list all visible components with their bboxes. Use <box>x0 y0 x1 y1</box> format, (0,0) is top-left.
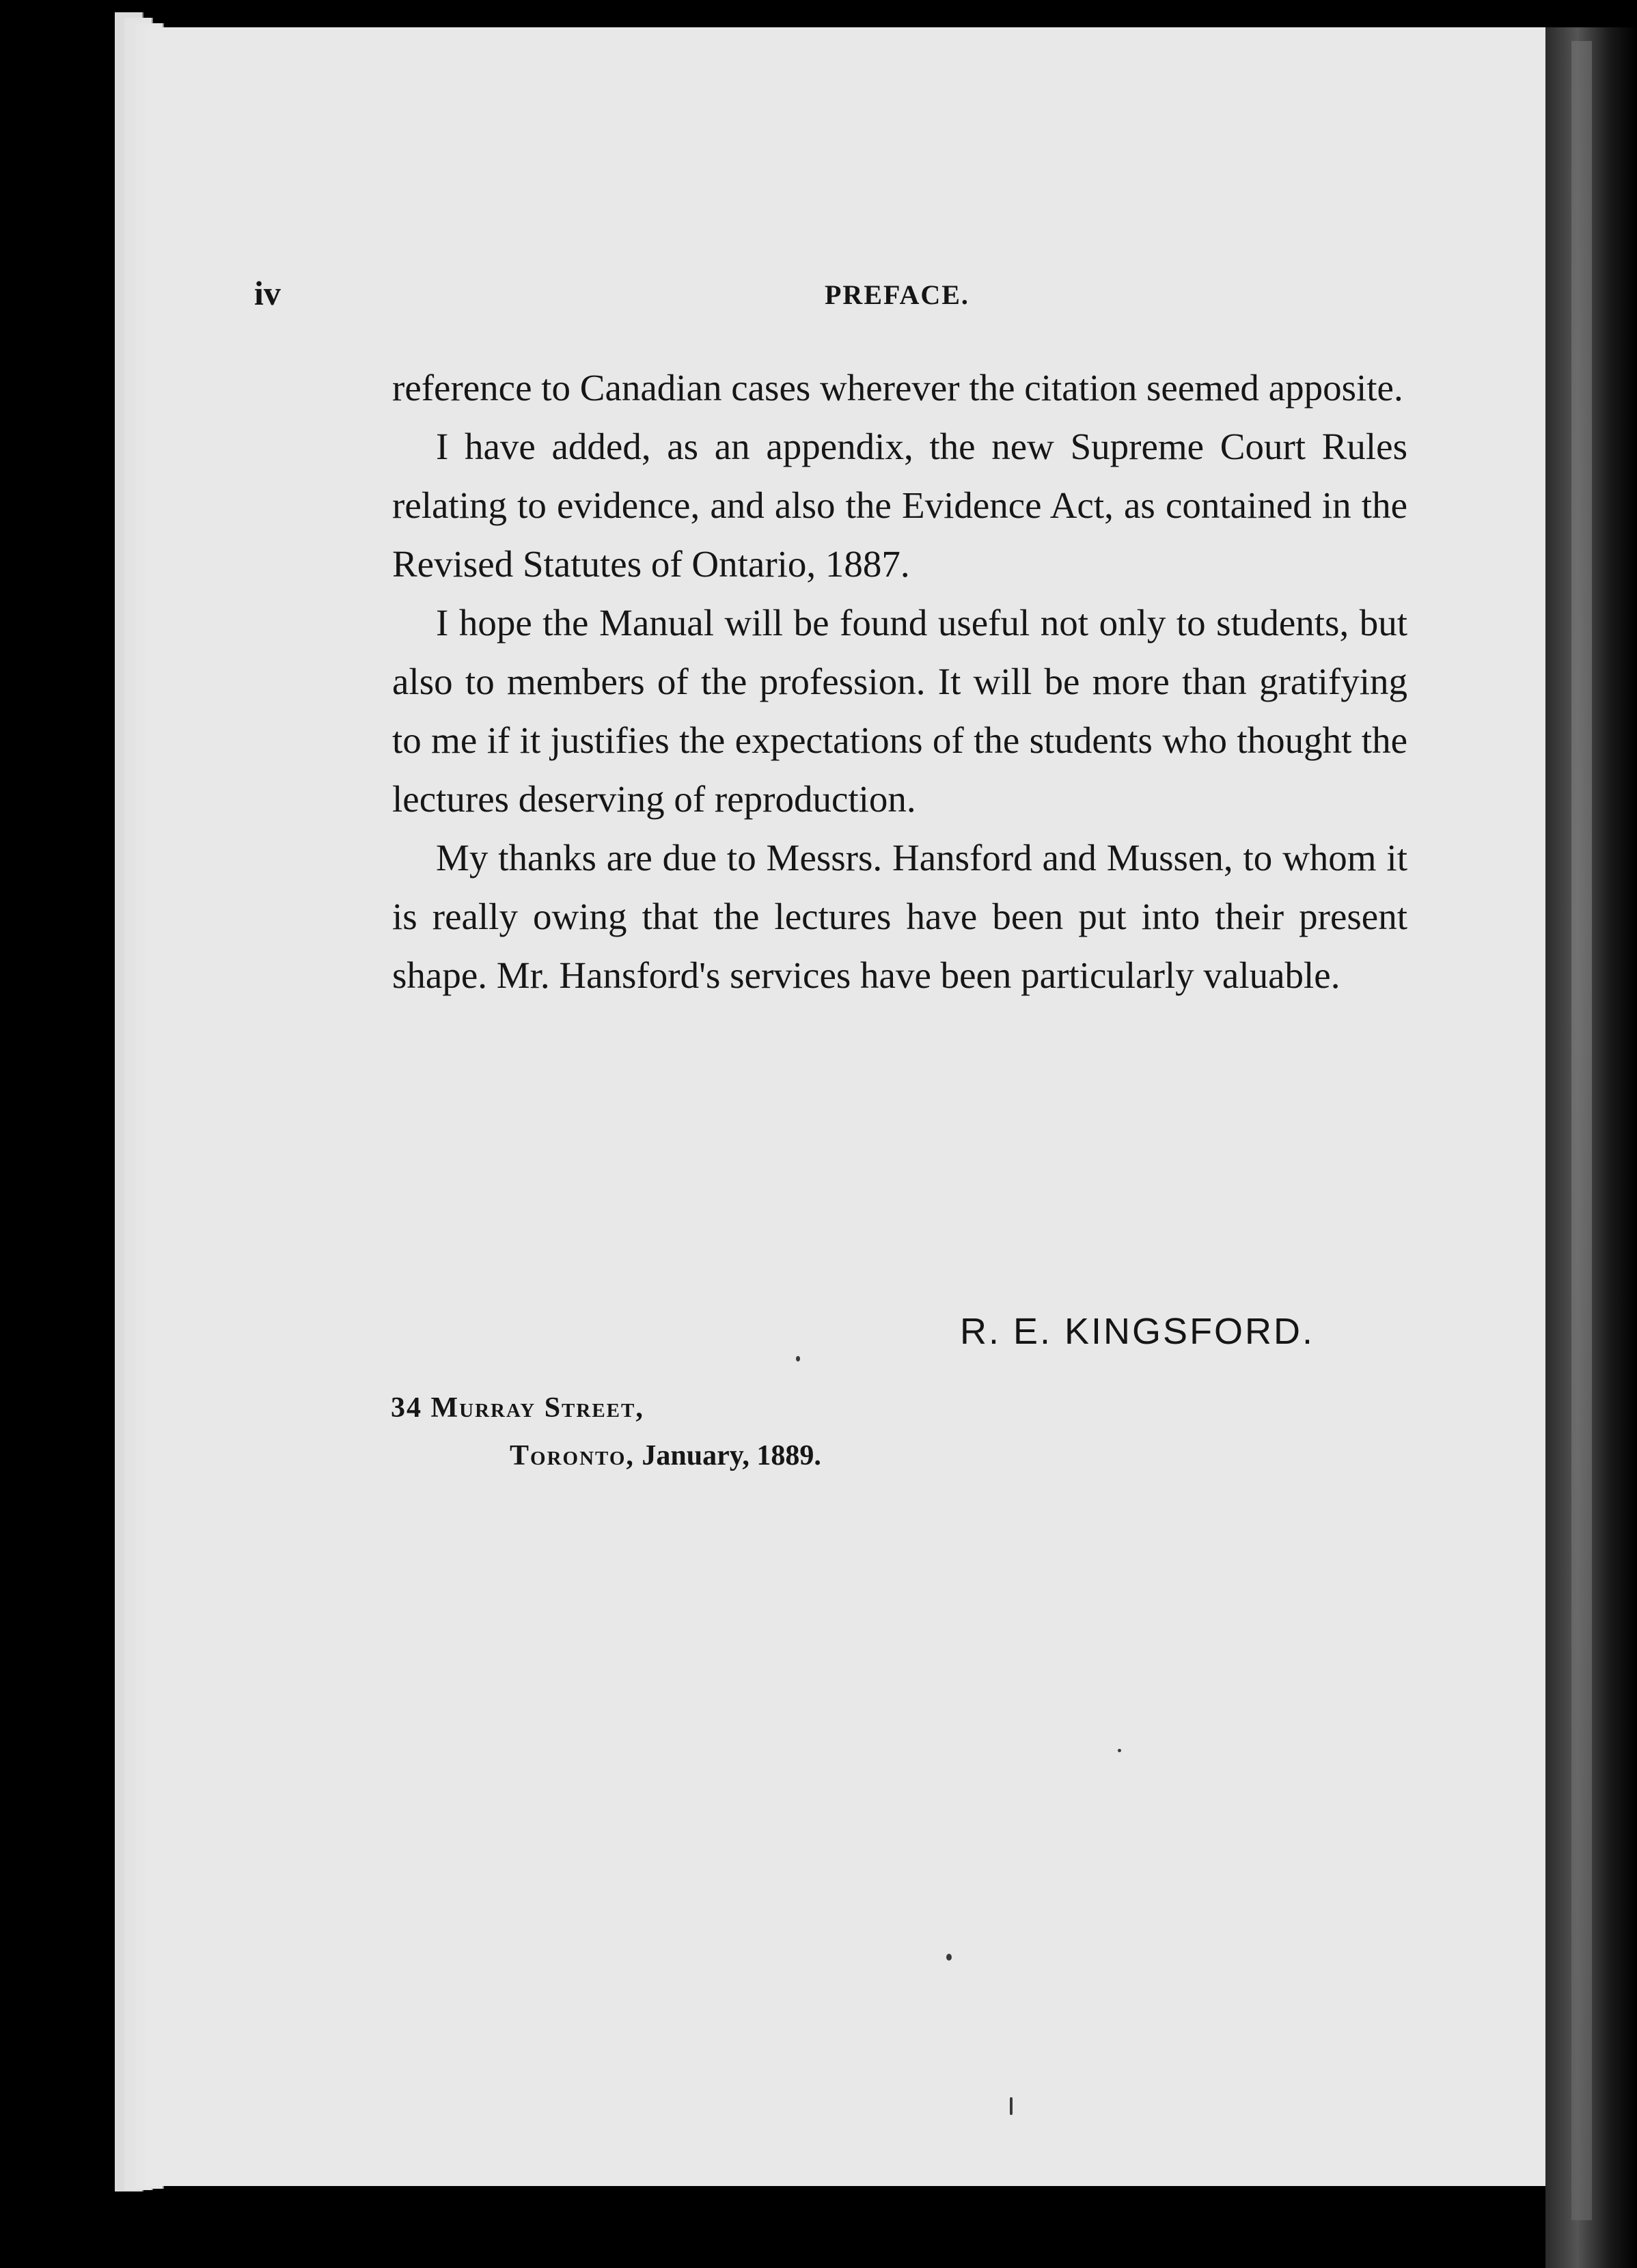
place-name: Toronto, <box>510 1440 635 1471</box>
scan-speck <box>796 1356 800 1361</box>
scan-speck <box>946 1954 952 1961</box>
preface-body <box>392 359 1407 1005</box>
paragraph: I hope the Manual will be found useful not only to students, but also to members of the profession. It will be more than gratifying to me if it justifies the expectations of the students who thought the lectures deserving of reproduction. <box>392 602 1407 820</box>
running-head <box>254 273 1409 321</box>
paragraph: reference to Canadian cases wherever the citation seemed apposite. <box>392 367 1403 409</box>
place-date <box>391 1432 821 1480</box>
author-signature: R. E. KINGSFORD. <box>960 1311 1315 1352</box>
page-number: iv <box>254 274 281 312</box>
next-page-edge <box>1571 41 1592 2220</box>
scan-speck <box>1118 1749 1121 1752</box>
street-address: 34 Murray Street, <box>391 1392 644 1424</box>
address-block <box>391 1384 821 1480</box>
paragraph: My thanks are due to Messrs. Hansford and Mussen, to whom it is really owing that the lectures have been put into their present shape. Mr. Hansford's services have been particularly valuable. <box>392 837 1407 996</box>
date: January, 1889. <box>642 1440 821 1471</box>
paragraph: I have added, as an appendix, the new Supreme Court Rules relating to evidence, and also the Evidence Act, as contained in the Revised Statutes of Ontario, 1887. <box>392 426 1407 585</box>
running-head-title: PREFACE. <box>825 279 969 310</box>
book-page <box>145 27 1545 2186</box>
scan-speck <box>1010 2097 1013 2115</box>
